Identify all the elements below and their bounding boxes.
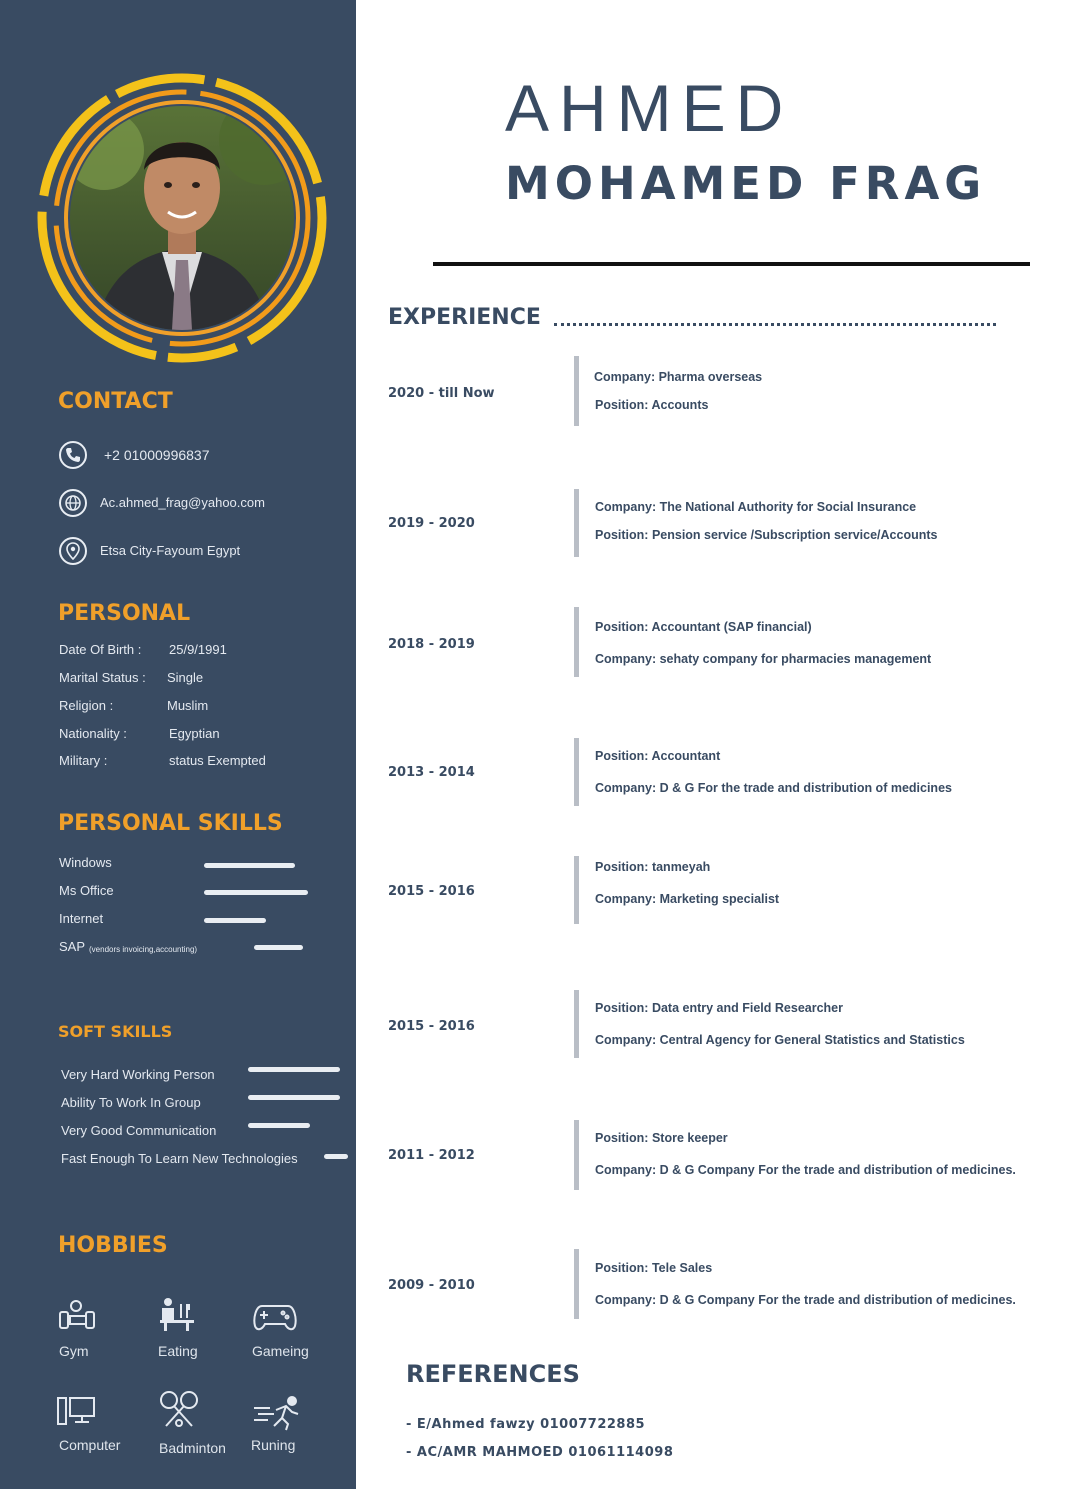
soft-skill-bar: [248, 1067, 340, 1072]
location-pin-icon: [59, 537, 87, 565]
experience-period: 2018 - 2019: [388, 637, 475, 652]
soft-skill-bar: [248, 1123, 310, 1128]
name-first: AHMED: [505, 71, 794, 145]
experience-divider: [574, 489, 579, 557]
experience-line: Position: Accounts: [595, 398, 709, 412]
soft-skill-label: Very Hard Working Person: [61, 1067, 215, 1082]
name-rest: MOHAMED FRAG: [505, 157, 987, 210]
experience-line: Company: The National Authority for Social Insurance: [595, 500, 917, 514]
experience-divider: [574, 856, 579, 924]
contact-title: CONTACT: [58, 389, 173, 414]
globe-icon: [59, 489, 87, 517]
contact-phone: +2 01000996837: [104, 447, 210, 463]
personal-value: 25/9/1991: [169, 642, 227, 657]
experience-line: Company: Marketing specialist: [595, 892, 780, 906]
reference-item: - E/Ahmed fawzy 01007722885: [406, 1417, 646, 1432]
soft-skill-bar: [324, 1154, 348, 1159]
experience-period: 2013 - 2014: [388, 765, 475, 780]
badminton-icon: [158, 1390, 202, 1426]
personal-value: status Exempted: [169, 753, 266, 768]
experience-line: Company: D & G For the trade and distribution of medicines: [595, 781, 952, 795]
experience-divider: [574, 738, 579, 806]
skill-label: Ms Office: [59, 883, 114, 898]
hobby-label: Badminton: [159, 1440, 226, 1456]
experience-line: Company: Pharma overseas: [594, 370, 763, 384]
running-icon: [252, 1396, 296, 1432]
experience-divider: [574, 990, 579, 1058]
soft-skill-label: Ability To Work In Group: [61, 1095, 201, 1110]
experience-line: Position: Accountant (SAP financial): [595, 620, 812, 634]
experience-period: 2015 - 2016: [388, 1019, 475, 1034]
soft-skills-title: SOFT SKILLS: [58, 1022, 173, 1041]
eating-icon: [156, 1296, 200, 1332]
hobby-label: Runing: [251, 1437, 296, 1453]
experience-divider: [574, 607, 579, 677]
skill-level-bar: [204, 863, 295, 868]
references-title: REFERENCES: [406, 1360, 580, 1388]
header-divider: [433, 262, 1030, 266]
experience-line: Position: tanmeyah: [595, 860, 711, 874]
personal-value: Muslim: [167, 698, 209, 713]
personal-skills-title: PERSONAL SKILLS: [58, 811, 283, 836]
contact-email[interactable]: Ac.ahmed_frag@yahoo.com: [100, 495, 265, 510]
experience-title: EXPERIENCE: [388, 305, 541, 330]
soft-skill-label: Fast Enough To Learn New Technologies: [61, 1151, 298, 1166]
gamepad-icon: [252, 1298, 296, 1334]
dumbbell-icon: [56, 1298, 100, 1334]
personal-label: Nationality :: [59, 726, 127, 741]
experience-period: 2019 - 2020: [388, 516, 475, 531]
personal-label: Religion :: [59, 698, 114, 713]
skill-label: Internet: [59, 911, 104, 926]
skill-sublabel: (vendors invoicing,accounting): [89, 945, 198, 954]
experience-period: 2009 - 2010: [388, 1278, 475, 1293]
experience-line: Company: sehaty company for pharmacies management: [595, 652, 932, 666]
experience-period: 2011 - 2012: [388, 1148, 475, 1163]
experience-line: Company: D & G Company For the trade and distribution of medicines.: [595, 1163, 1016, 1177]
skill-label: SAP: [59, 939, 86, 954]
hobby-label: Eating: [158, 1343, 198, 1359]
experience-period: 2020 - till Now: [388, 386, 495, 401]
experience-line: Position: Data entry and Field Researcher: [595, 1001, 843, 1015]
contact-location: Etsa City-Fayoum Egypt: [100, 543, 241, 558]
phone-icon: [59, 441, 87, 469]
personal-value: Egyptian: [169, 726, 220, 741]
hobby-label: Computer: [59, 1437, 121, 1453]
hobby-label: Gameing: [252, 1343, 309, 1359]
experience-line: Company: D & G Company For the trade and distribution of medicines.: [595, 1293, 1016, 1307]
experience-divider: [574, 1120, 579, 1190]
skill-level-bar: [204, 890, 308, 895]
experience-line: Company: Central Agency for General Statistics and Statistics: [595, 1033, 965, 1047]
computer-icon: [56, 1394, 100, 1430]
skill-level-bar: [204, 918, 266, 923]
profile-photo: [34, 70, 330, 366]
experience-line: Position: Store keeper: [595, 1131, 728, 1145]
experience-divider: [574, 1249, 579, 1319]
skill-level-bar: [254, 945, 303, 950]
experience-line: Position: Accountant: [595, 749, 721, 763]
personal-value: Single: [167, 670, 204, 685]
experience-period: 2015 - 2016: [388, 884, 475, 899]
skill-label: Windows: [59, 855, 112, 870]
personal-label: Date Of Birth :: [59, 642, 142, 657]
reference-item: - AC/AMR MAHMOED 01061114098: [406, 1445, 674, 1460]
soft-skill-label: Very Good Communication: [61, 1123, 217, 1138]
experience-divider: [574, 356, 579, 426]
personal-label: Military :: [59, 753, 108, 768]
experience-line: Position: Pension service /Subscription service/Accounts: [595, 528, 938, 542]
personal-label: Marital Status :: [59, 670, 146, 685]
experience-dotted-rule: [554, 323, 996, 326]
personal-title: PERSONAL: [58, 601, 191, 626]
experience-line: Position: Tele Sales: [595, 1261, 713, 1275]
hobbies-title: HOBBIES: [58, 1233, 168, 1258]
hobby-label: Gym: [59, 1343, 89, 1359]
soft-skill-bar: [248, 1095, 340, 1100]
